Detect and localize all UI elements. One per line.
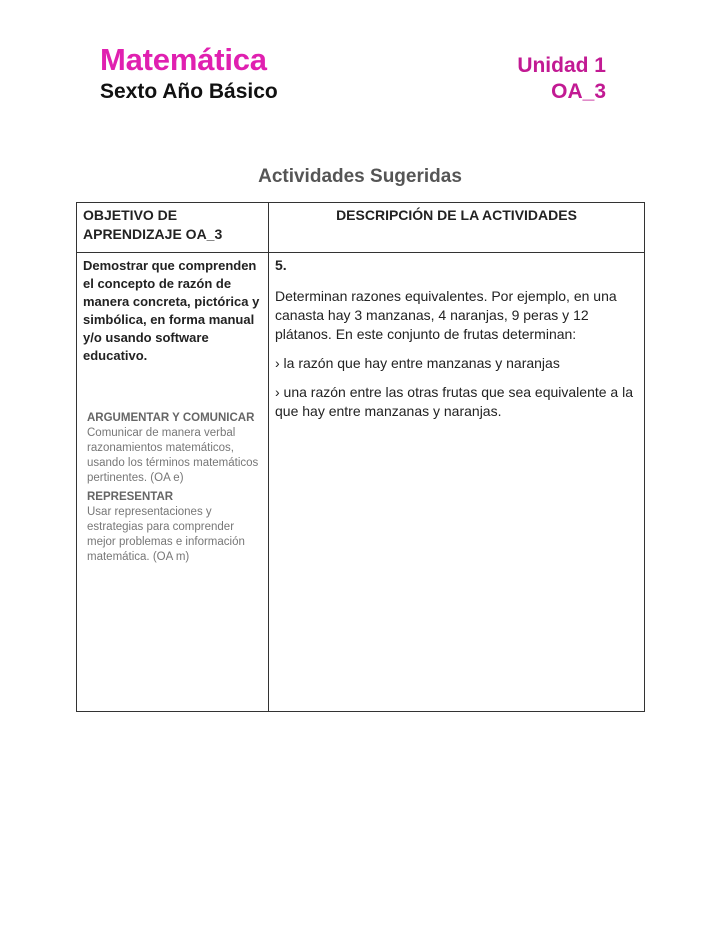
description-cell [269,253,645,712]
activity-item: › una razón entre las otras frutas que sea equivalente a la que hay entre manzanas y naranjas. [275,384,633,419]
unit-label: Unidad 1 [517,54,606,77]
table-header-row [77,203,645,253]
activity-number: 5. [275,257,287,273]
column-header-description: DESCRIPCIÓN DE LA ACTIVIDADES [269,203,645,253]
skill-argumentar [87,411,262,486]
objective-cell [77,253,269,712]
oa-code-label: OA_3 [551,80,606,103]
grade-label: Sexto Año Básico [100,80,278,103]
column-header-objective: OBJETIVO DE APRENDIZAJE OA_3 [77,203,269,253]
skill-text: Usar representaciones y estrategias para comprender mejor problemas e información matemática. (OA m) [87,506,245,563]
skill-representar [87,490,262,565]
skill-text: Comunicar de manera verbal razonamientos matemáticos, usando los términos matemáticos pertinentes. (OA e) [87,427,259,484]
objective-text: Demostrar que comprenden el concepto de razón de manera concreta, pictórica y simbólica, en forma manual y/o usando software educativo. [83,258,260,363]
activity-intro: Determinan razones equivalentes. Por ejemplo, en una canasta hay 3 manzanas, 4 naranjas, 9 peras y 12 plátanos. En este conjunto de frutas determinan: [275,288,617,342]
table-row [77,253,645,712]
activities-table [76,202,645,712]
skill-title: REPRESENTAR [87,491,174,503]
subject-title: Matemática [100,42,267,77]
activity-item: › la razón que hay entre manzanas y naranjas [275,355,560,371]
section-title: Actividades Sugeridas [258,166,462,187]
skills-box [83,411,262,565]
skill-title: ARGUMENTAR Y COMUNICAR [87,412,255,424]
